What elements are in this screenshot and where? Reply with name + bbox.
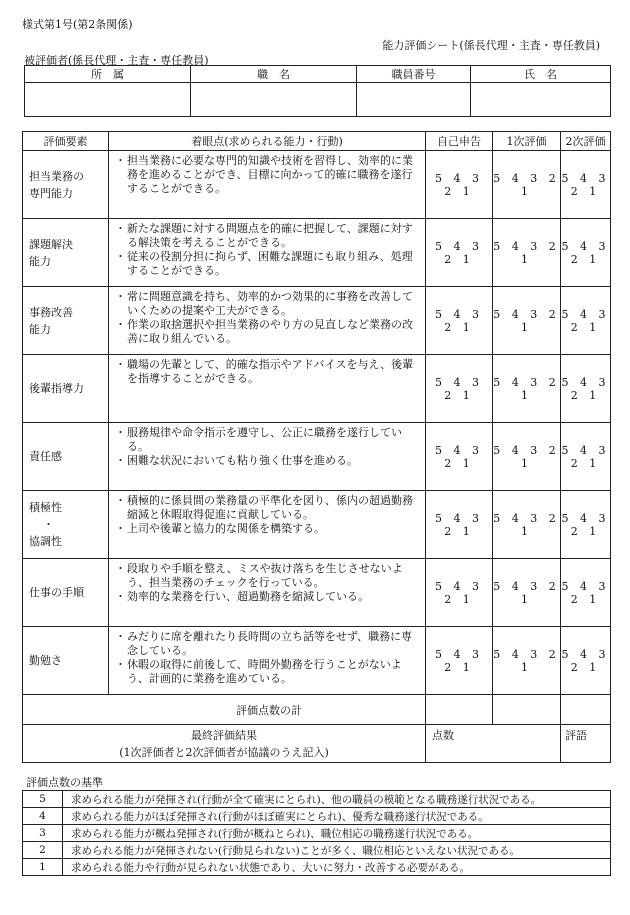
second-score-scale[interactable]: 5 4 3 2 1 <box>561 491 611 559</box>
element-cell: 責任感 <box>23 423 109 491</box>
staff-number-field[interactable] <box>357 83 471 117</box>
standard-text: 求められる能力が発揮され(行動が全て確実にとられ)、他の職員の模範となる職務遂行状況である。 <box>63 791 611 808</box>
element-cell: 積極性 ・ 協調性 <box>23 491 109 559</box>
self-score-scale[interactable]: 5 4 3 2 1 <box>426 151 493 219</box>
second-score-scale[interactable]: 5 4 3 2 1 <box>561 423 611 491</box>
table-row <box>23 151 611 219</box>
self-score-scale[interactable]: 5 4 3 2 1 <box>426 491 493 559</box>
criteria-cell: ・ 担当業務に必要な専門的知識や技術を習得し、効率的に業務を進めることができ、目標に向かって的確に職務を遂行することができる。 <box>109 151 426 219</box>
standard-row <box>23 859 611 876</box>
table-row <box>23 355 611 423</box>
total-row <box>23 695 611 725</box>
self-score-scale[interactable]: 5 4 3 2 1 <box>426 423 493 491</box>
form-number: 様式第1号(第2条関係) <box>22 18 133 31</box>
first-score-scale[interactable]: 5 4 3 2 1 <box>493 219 561 287</box>
element-cell: 担当業務の 専門能力 <box>23 151 109 219</box>
comment-label: 評語 <box>565 729 587 742</box>
col-criteria: 着眼点(求められる能力・行動) <box>109 132 426 151</box>
second-score-scale[interactable]: 5 4 3 2 1 <box>561 627 611 695</box>
table-row <box>23 423 611 491</box>
self-score-scale[interactable]: 5 4 3 2 1 <box>426 219 493 287</box>
header-name: 氏 名 <box>471 66 611 83</box>
self-score-scale[interactable]: 5 4 3 2 1 <box>426 355 493 423</box>
col-self-assessment: 自己申告 <box>426 132 493 151</box>
criteria-cell: ・ 常に問題意識を持ち、効率的かつ効果的に事務を改善していくための提案や工夫ができる。 ・ 作業の取捨選択や担当業務のやり方の見直しなど業務の改善に取り組んでいる。 <box>109 287 426 355</box>
first-score-scale[interactable]: 5 4 3 2 1 <box>493 491 561 559</box>
sheet-title: 能力評価シート(係長代理・主査・専任教員) <box>382 39 600 52</box>
standard-row <box>23 825 611 842</box>
second-score-scale[interactable]: 5 4 3 2 1 <box>561 355 611 423</box>
element-cell: 課題解決 能力 <box>23 219 109 287</box>
first-score-scale[interactable]: 5 4 3 2 1 <box>493 559 561 627</box>
standard-row <box>23 808 611 825</box>
standard-row <box>23 842 611 859</box>
self-total-field[interactable] <box>426 695 493 725</box>
element-cell: 仕事の手順 <box>23 559 109 627</box>
job-title-field[interactable] <box>191 83 357 117</box>
standard-score: 4 <box>23 808 63 825</box>
element-cell: 勤勉さ <box>23 627 109 695</box>
standard-row <box>23 791 611 808</box>
standard-text: 求められる能力がほぼ発揮され(行動がほぼ確実にとられ)、優秀な職務遂行状況である。 <box>63 808 611 825</box>
final-result-row <box>23 725 611 763</box>
standard-score: 3 <box>23 825 63 842</box>
header-staff-number: 職員番号 <box>357 66 471 83</box>
comment-field[interactable] <box>561 725 611 763</box>
standard-text: 求められる能力や行動が見られない状態であり、大いに努力・改善する必要がある。 <box>63 859 611 876</box>
self-score-scale[interactable]: 5 4 3 2 1 <box>426 287 493 355</box>
first-score-scale[interactable]: 5 4 3 2 1 <box>493 287 561 355</box>
first-score-scale[interactable]: 5 4 3 2 1 <box>493 151 561 219</box>
evaluation-table <box>22 131 611 763</box>
header-job-title: 職 名 <box>191 66 357 83</box>
second-score-scale[interactable]: 5 4 3 2 1 <box>561 559 611 627</box>
element-cell: 後輩指導力 <box>23 355 109 423</box>
criteria-cell: ・ 服務規律や命令指示を遵守し、公正に職務を遂行している。 ・ 困難な状況においても粘り強く仕事を進める。 <box>109 423 426 491</box>
self-score-scale[interactable]: 5 4 3 2 1 <box>426 559 493 627</box>
total-label: 評価点数の計 <box>23 695 426 725</box>
person-info-table <box>24 65 611 117</box>
name-field[interactable] <box>471 83 611 117</box>
col-first-evaluation: 1次評価 <box>493 132 561 151</box>
standards-table <box>22 790 611 876</box>
standards-title: 評価点数の基準 <box>26 776 103 789</box>
standard-text: 求められる能力が発揮されない(行動見られない)ことが多く、職位相応といえない状況である。 <box>63 842 611 859</box>
criteria-cell: ・ みだりに席を離れたり長時間の立ち話等をせず、職務に専念している。 ・ 休暇の取得に前後して、時間外勤務を行うことがないよう、計画的に業務を進めている。 <box>109 627 426 695</box>
second-total-field[interactable] <box>561 695 611 725</box>
table-row <box>23 559 611 627</box>
element-cell: 事務改善 能力 <box>23 287 109 355</box>
standard-text: 求められる能力が概ね発揮され(行動が概ねとられ)、職位相応の職務遂行状況である。 <box>63 825 611 842</box>
col-second-evaluation: 2次評価 <box>561 132 611 151</box>
table-row <box>23 219 611 287</box>
criteria-cell: ・ 積極的に係員間の業務量の平準化を図り、係内の超過勤務縮減と休暇取得促進に貢献している。 ・ 上司や後輩と協力的な関係を構築する。 <box>109 491 426 559</box>
first-score-scale[interactable]: 5 4 3 2 1 <box>493 423 561 491</box>
first-score-scale[interactable]: 5 4 3 2 1 <box>493 627 561 695</box>
table-row <box>23 287 611 355</box>
table-row <box>23 491 611 559</box>
first-total-field[interactable] <box>493 695 561 725</box>
evaluee-label: 被評価者(係長代理・主査・専任教員) <box>24 54 209 67</box>
self-score-scale[interactable]: 5 4 3 2 1 <box>426 627 493 695</box>
affiliation-field[interactable] <box>25 83 191 117</box>
second-score-scale[interactable]: 5 4 3 2 1 <box>561 151 611 219</box>
criteria-cell: ・ 新たな課題に対する問題点を的確に把握して、課題に対する解決策を考えることができる。 ・ 従来の役割分担に拘らず、困難な課題にも取り組み、処理することができる。 <box>109 219 426 287</box>
criteria-cell: ・ 職場の先輩として、的確な指示やアドバイスを与え、後輩を指導することができる。 <box>109 355 426 423</box>
second-score-scale[interactable]: 5 4 3 2 1 <box>561 287 611 355</box>
standard-score: 1 <box>23 859 63 876</box>
second-score-scale[interactable]: 5 4 3 2 1 <box>561 219 611 287</box>
points-field[interactable] <box>426 725 561 763</box>
criteria-cell: ・ 段取りや手順を整え、ミスや抜け落ちを生じさせないよう、担当業務のチェックを行っている。 ・ 効率的な業務を行い、超過勤務を縮減している。 <box>109 559 426 627</box>
first-score-scale[interactable]: 5 4 3 2 1 <box>493 355 561 423</box>
points-label: 点数 <box>432 729 454 742</box>
standard-score: 2 <box>23 842 63 859</box>
header-affiliation: 所 属 <box>25 66 191 83</box>
standard-score: 5 <box>23 791 63 808</box>
final-result-label: 最終評価結果 (1次評価者と2次評価者が協議のうえ記入) <box>23 725 426 763</box>
table-row <box>23 627 611 695</box>
col-evaluation-element: 評価要素 <box>23 132 109 151</box>
